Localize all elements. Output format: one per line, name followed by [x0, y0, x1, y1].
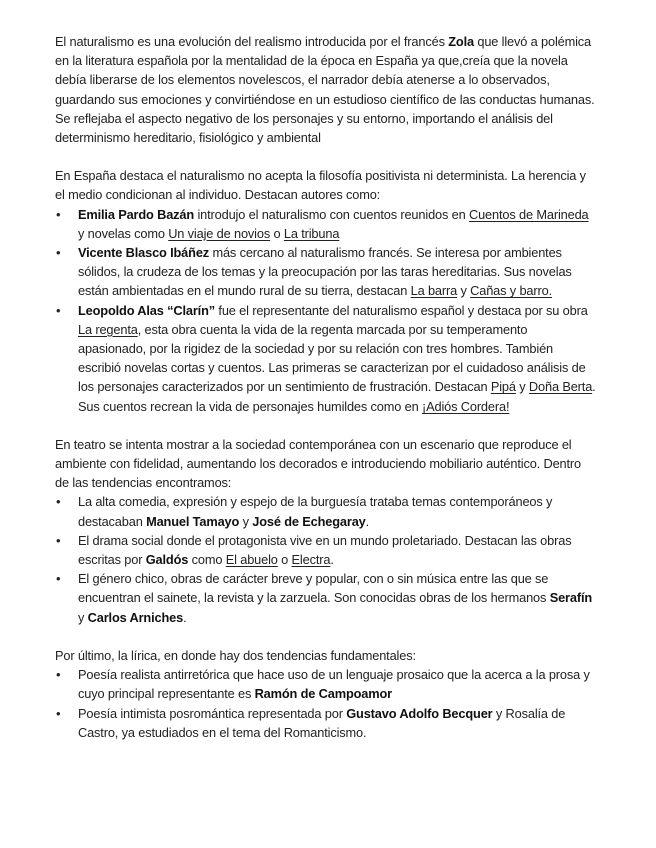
- list-item-clarin: [55, 301, 598, 416]
- work-title: La tribuna: [283, 225, 340, 241]
- work-title: Cañas y barro.: [470, 283, 552, 299]
- item-text: y novelas como: [78, 225, 169, 241]
- author-name: Gustavo Adolfo Becquer: [346, 705, 493, 721]
- item-text: El género chico, obras de carácter breve y popular, con o sin música entre las que se encuentran el sainete, la revista y la zarzuela. Son conocidas obras de los hermanos: [78, 571, 550, 606]
- work-title: ¡Adiós Cordera!: [421, 398, 510, 414]
- intro-text: El naturalismo es una evolución del realismo introducida por el francés: [55, 34, 449, 49]
- author-name: Ramón de Campoamor: [254, 686, 392, 702]
- spain-authors-list: [55, 205, 598, 416]
- list-item-genero-chico: [55, 569, 598, 627]
- author-name: Leopoldo Alas “Clarín”: [78, 302, 216, 318]
- work-title: Cuentos de Marineda: [469, 206, 589, 222]
- item-text: o: [277, 552, 292, 568]
- naturalism-intro-paragraph: [55, 32, 598, 147]
- author-name: José de Echegaray: [252, 513, 366, 529]
- item-text: y: [78, 609, 88, 625]
- item-text: y Rosalía de Castro, ya estudiados en el tema del Romanticismo.: [78, 705, 566, 740]
- list-item-drama-social: [55, 531, 598, 569]
- list-item-blasco-ibanez: [55, 243, 598, 301]
- item-text: . Sus cuentos recrean la vida de personajes humildes como en: [78, 379, 596, 414]
- lyric-tendencies-list: [55, 665, 598, 742]
- item-text: o: [270, 225, 284, 241]
- author-name: Serafín: [549, 590, 593, 606]
- item-text: El drama social donde el protagonista vive en un mundo proletariado. Destacan las obras escritas por: [78, 532, 572, 568]
- author-zola: Zola: [448, 34, 474, 49]
- work-title: Un viaje de novios: [168, 225, 271, 241]
- item-text: La alta comedia, expresión y espejo de la burguesía trataba temas contemporáneos y destacaban: [78, 494, 553, 529]
- work-title: Electra: [291, 552, 331, 568]
- list-item-alta-comedia: [55, 492, 598, 530]
- author-name: Vicente Blasco Ibáñez: [78, 245, 210, 261]
- author-name: Carlos Arniches: [87, 609, 184, 625]
- list-item-pardo-bazan: [55, 205, 598, 243]
- item-text: fue el representante del naturalismo español y destaca por su obra: [215, 302, 588, 318]
- work-title: Pipá: [490, 379, 516, 395]
- work-title: La regenta: [78, 321, 138, 337]
- item-text: .: [365, 513, 370, 529]
- item-text: y: [239, 513, 253, 529]
- spain-paragraph: En España destaca el naturalismo no acepta la filosofía positivista ni determinista. La herencia y el medio condicionan al individuo. Destacan autores como:: [55, 168, 586, 203]
- lyric-paragraph: Por último, la lírica, en donde hay dos tendencias fundamentales:: [55, 647, 416, 663]
- list-item-poesia-intimista: [55, 704, 598, 742]
- item-text: .: [183, 609, 187, 625]
- work-title: El abuelo: [225, 552, 278, 568]
- item-text: .: [330, 552, 334, 568]
- item-text: y: [515, 379, 529, 395]
- item-text: introdujo el naturalismo con cuentos reunidos en: [194, 206, 469, 222]
- work-title: La barra: [410, 283, 458, 299]
- author-name: Emilia Pardo Bazán: [78, 206, 195, 222]
- item-text: Poesía realista antirretórica que hace uso de un lenguaje prosaico que la acerca a la prosa y cuyo principal representante es: [78, 667, 590, 702]
- list-item-poesia-realista: [55, 665, 598, 703]
- item-text: y: [457, 283, 471, 299]
- theatre-tendencies-list: [55, 492, 598, 626]
- work-title: Doña Berta: [528, 379, 593, 395]
- theatre-paragraph: En teatro se intenta mostrar a la sociedad contemporánea con un escenario que reproduce el ambiente con fidelidad, aumentando los decorados e introduciendo mobiliario auténtico. Dentro de las tendencias encontramos:: [55, 436, 581, 491]
- author-name: Galdós: [145, 552, 189, 568]
- author-name: Manuel Tamayo: [146, 513, 240, 529]
- item-text: Poesía intimista posromántica representada por: [78, 705, 347, 721]
- item-text: como: [188, 552, 226, 568]
- item-text: más cercano al naturalismo francés. Se interesa por ambientes sólidos, la crudeza de los temas y la preocupación por las taras hereditarias. Sus novelas están ambientadas en el mundo rural de su tierra, destacan: [78, 245, 572, 299]
- intro-text-continued: que llevó a polémica en la literatura española por la mentalidad de la época en España ya que,creía que la novela debía liberarse de los elementos novelescos, el narrador debía atenerse a lo observados, guardando sus emociones y convirtiéndose en un estudioso científico de las conductas humanas. Se reflejaba el aspecto negativo de los personajes y su entorno, importando el análisis del determinismo hereditario, fisiológico y ambiental: [55, 34, 595, 146]
- item-text: , esta obra cuenta la vida de la regenta marcada por su temperamento apasionado, por la rigidez de la sociedad y por su relación con tres hombres. También escribió novelas cortas y cuentos. Las primeras se caracterizan por el cuidadoso análisis de los personajes caracterizados por un sentimiento de frustración. Destacan: [78, 321, 586, 395]
